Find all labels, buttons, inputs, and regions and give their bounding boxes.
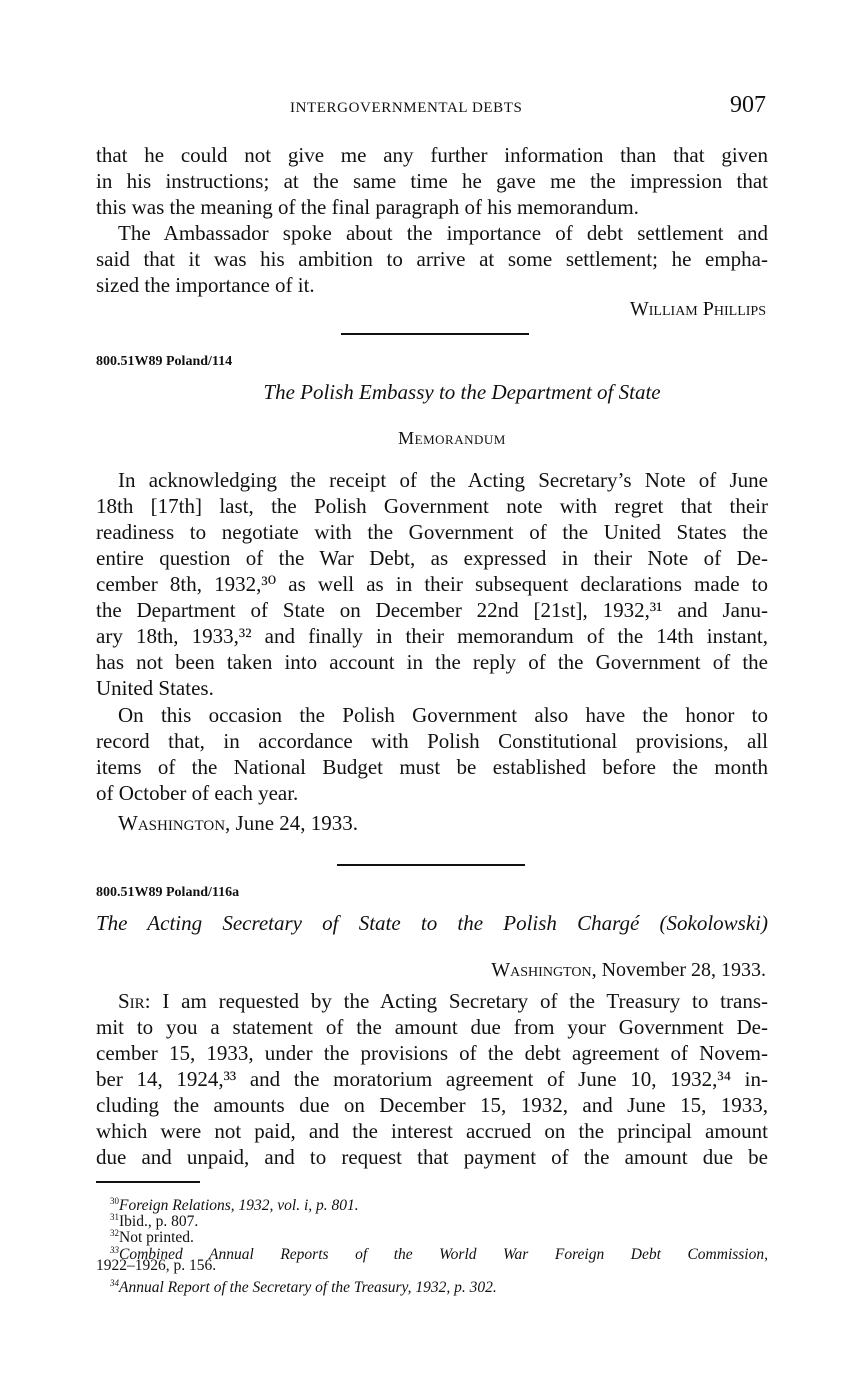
footnote-number: 33 — [110, 1245, 119, 1255]
document-title: The Acting Secretary of State to the Polish Chargé (Sokolowski) — [96, 911, 768, 935]
dateline — [96, 810, 768, 836]
text-line: cember 15, 1933, under the provisions of the debt agreement of Novem- — [96, 1041, 768, 1065]
text-line: cluding the amounts due on December 15, 1932, and June 15, 1933, — [96, 1093, 768, 1117]
section-divider — [341, 333, 529, 335]
dateline-date: , November 28, 1933. — [591, 959, 766, 981]
file-number: 800.51W89 Poland/114 — [96, 354, 233, 369]
text-line: that he could not give me any further information than that given — [96, 143, 768, 167]
text-line: In acknowledging the receipt of the Acting Secretary’s Note of June — [118, 468, 768, 492]
text-line: has not been taken into account in the reply of the Government of the — [96, 650, 768, 674]
text-line: entire question of the War Debt, as expressed in their Note of De- — [96, 546, 768, 570]
text-line: of October of each year. — [96, 781, 299, 805]
page-header — [96, 92, 768, 126]
text-line: readiness to negotiate with the Government of the United States the — [96, 520, 768, 544]
footnote-number: 32 — [110, 1228, 119, 1238]
text-line: the Department of State on December 22nd [21st], 1932,³¹ and Janu- — [96, 598, 768, 622]
text-line: 18th [17th] last, the Polish Government note with regret that their — [96, 494, 768, 518]
dateline — [491, 959, 766, 982]
text-line: in his instructions; at the same time he gave me the impression that — [96, 169, 768, 193]
running-head: INTERGOVERNMENTAL DEBTS — [290, 100, 523, 116]
text-line: ber 14, 1924,³³ and the moratorium agreement of June 10, 1932,³⁴ in- — [96, 1067, 768, 1091]
footnote-number: 30 — [110, 1196, 119, 1206]
dateline-place: Washington — [491, 959, 592, 981]
file-number: 800.51W89 Poland/116a — [96, 885, 240, 900]
text-line: said that it was his ambition to arrive at some settlement; he empha- — [96, 247, 768, 271]
footnote-text: Annual Report of the Secretary of the Treasury, 1932, p. 302. — [119, 1279, 497, 1297]
footnote-text: Not printed. — [119, 1229, 194, 1247]
dateline-place: Washington — [118, 811, 226, 835]
footnote-text: 1922–1926, p. 156. — [96, 1257, 217, 1274]
section-divider — [337, 864, 525, 866]
signature-william-phillips: William Phillips — [629, 298, 766, 320]
footnote-text: Ibid., p. 807. — [119, 1213, 199, 1231]
text-line: items of the National Budget must be established before the month — [96, 755, 768, 779]
document-title: The Polish Embassy to the Department of State — [263, 380, 661, 404]
footnote-continuation — [96, 1258, 768, 1274]
footnote-text: Combined Annual Reports of the World War Foreign Debt Commission, — [119, 1246, 768, 1264]
text-line: this was the meaning of the final paragraph of his memorandum. — [96, 195, 639, 219]
text-line: sized the importance of it. — [96, 273, 315, 297]
text-line: United States. — [96, 676, 214, 700]
text-line: mit to you a statement of the amount due from your Government De- — [96, 1015, 768, 1039]
footnote-number: 31 — [110, 1212, 119, 1222]
text-line: The Ambassador spoke about the importance of debt settlement and — [118, 221, 768, 245]
dateline-date: , June 24, 1933. — [225, 811, 359, 835]
text-line: cember 8th, 1932,³⁰ as well as in their subsequent declarations made to — [96, 572, 768, 596]
text-line: which were not paid, and the interest accrued on the principal amount — [96, 1119, 768, 1143]
text-line: record that, in accordance with Polish Constitutional provisions, all — [96, 729, 768, 753]
footnote — [96, 1275, 768, 1296]
salutation-continuation: : I am requested by the Acting Secretary of the Treasury to trans- — [144, 989, 768, 1013]
text-line: On this occasion the Polish Government also have the honor to — [118, 703, 768, 727]
footnote-rule — [96, 1181, 200, 1183]
footnote-text: Foreign Relations, 1932, vol. i, p. 801. — [119, 1197, 359, 1215]
memorandum-heading: Memorandum — [398, 428, 506, 448]
footnote-number: 34 — [110, 1278, 119, 1288]
page-number: 907 — [730, 92, 766, 118]
salutation: Sir — [118, 989, 145, 1013]
text-line — [96, 988, 768, 1014]
text-line: ary 18th, 1933,³² and finally in their memorandum of the 14th instant, — [96, 624, 768, 648]
text-line: due and unpaid, and to request that payment of the amount due be — [96, 1145, 768, 1169]
